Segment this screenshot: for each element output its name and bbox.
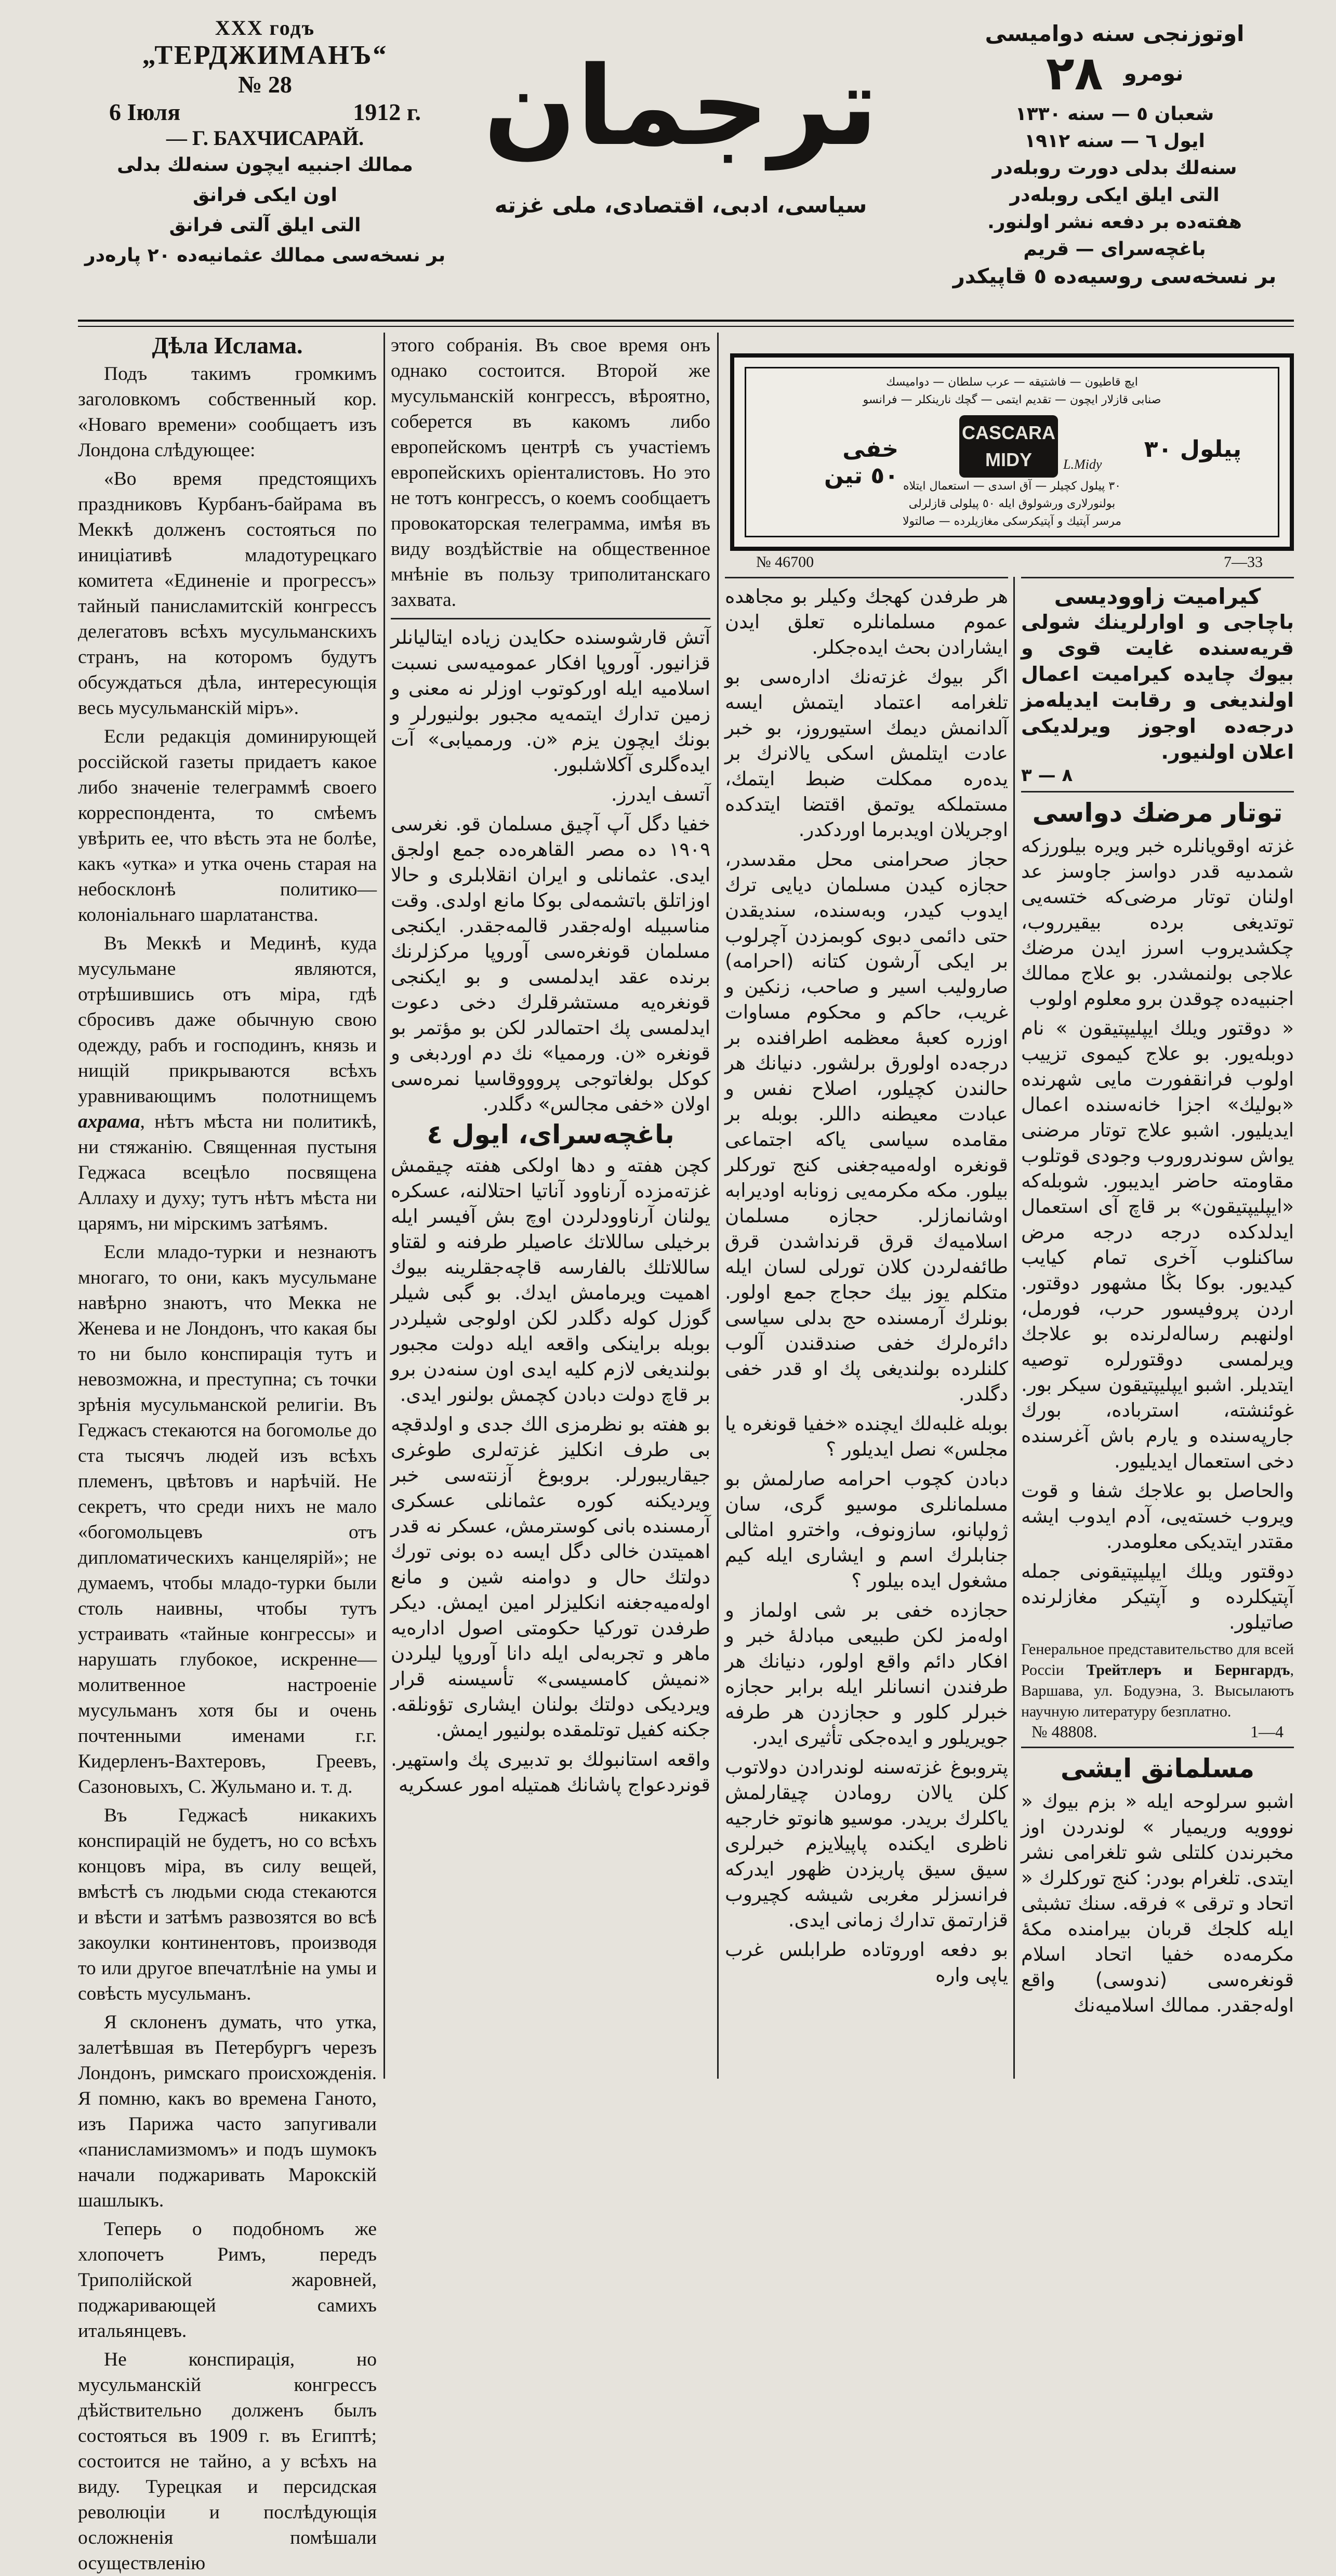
article-heading: Дѣла Ислама. bbox=[152, 332, 303, 359]
price-line-3: التى ايلق آلتى فرانق bbox=[169, 215, 361, 236]
column-4 bbox=[1021, 577, 1294, 2079]
paragraph: غزته اوقويانلره خبر ويره بيلورزكه شمدىيه قدر دواسز جاوسز عد اولنان توتار مرضى‌كه ختسه‌يى توتديغى برده بيقيرروب، چكشديروب اسرز ايدن مرضك علاجى بولنمشدر. بو علاج ممالك اجنبيه‌ده چوقدن برو معلوم اولوب bbox=[1021, 835, 1294, 1010]
tile-factory-text: باچاجى و اوارلرينك شولى قريه‌سنده غايت قوى و بيوك چايده كيراميت اعمال اولنديغى و رقابت ايديله‌مز درجه‌ده اوجوز ويرلديكى اعلان اولنيور. bbox=[1021, 611, 1294, 763]
header-rule bbox=[78, 320, 1294, 327]
paragraph: آتش قارشوسنده حكايدن زياده ايتاليانلر قزانيور. آوروپا افكار عموميه‌سى نسبت اسلاميه ايله اوركوتوب اوزلر نه معنى و زمين تدارك ايتمه‌يه مجبور بولنيورلر و بونك ايچون يزم «ن. ورمميابى» آت ايده‌گلرى آكلاشلبور. bbox=[391, 626, 710, 776]
ad-price-text: خفى bbox=[842, 436, 899, 463]
header-right-line-8: باغچه‌سراى — قريم bbox=[1023, 239, 1206, 260]
header-right-line-6: التى ايلق ايكى روبله‌در bbox=[1010, 184, 1220, 206]
ad-inner-frame bbox=[745, 367, 1279, 537]
islam-article bbox=[1021, 1789, 1294, 2018]
divider bbox=[391, 618, 710, 619]
paragraph: Подъ такимъ громкимъ заголовкомъ собственный кор. «Новаго времени» сообщаетъ изъ Лондона слѣдующее: bbox=[78, 363, 377, 461]
paragraph: بو هفته بو نظرمزى الك جدى و اولدقچه بى طرف انكليز غزته‌لرى طوغرى جيقاريبورلر. بروبوغ آزنته‌سى خبر ويرديكنه كوره عثمانلى عسكرى آرمسنده بانى كوسترمش، عسكر نه قدر اهميتدن خالى دگل ايسه ده بونى تورك دولتك حال و دوامنه شين و مانع اوله‌ميه‌جغنه انكليزلر امين ايمش. ديكر طرفدن توركيا حكومتى اصول اداره‌يه ماهر و تجربه‌لى ايله دانا آوروپا ليلردن «نميش كامسيسى» تأسيسنه قرار ويرديكى دولتك بولنان ايشارى تؤونلقه. جكنه كفيل توتلمقده بولنيور ايمش. bbox=[391, 1413, 710, 1741]
header-right-number bbox=[935, 46, 1294, 101]
divider bbox=[1021, 1747, 1294, 1748]
column-2-arabic bbox=[391, 625, 710, 1798]
city: — Г. БАХЧИСАРАЙ. bbox=[166, 126, 364, 150]
paragraph: پتروبوغ غزته‌سنه لوندرادن دولاتوب كلن يالان رومادن چيقارلمش ياكلرك بريدر. موسيو هانوتو خارجيه ناظرى ايكنده پاپيلايزم خبرلرى سيق سيق پاريزدن ظهور ايدركه فرانسزلر مغربى شيشه كچيروب قزارتمق تدارك زمانى ايدى. bbox=[725, 1756, 1008, 1931]
paragraph: خفيا دگل آپ آچيق مسلمان قو. نغرسى ۱۹۰۹ ده مصر القاهره‌ده جمع اولجق ايدى. عثمانلى و ايران انقلابلرى و حالا اوزاتلق باتشمه‌لى بوكا مانع اولدى. وقت مناسبيله اوله‌جقدر قالمه‌جقدر. ايكنجى مسلمان قونغره‌سى آوروپا مركزلرنك برنده عقد ايدلمسى و بو ايكنجى قونغره‌يه مستشرقلرك دخى دعوت ايدلمسى پك احتمالدر لكن بو مؤتمر بو قونغره «ن. ورمميا» نك دم اوردبغى و كوكل بولغاتوجى پروووقاسيا نمره‌سى اولان «خفى مجالس» دگلدر. bbox=[391, 813, 710, 1115]
paragraph: حجاز صحرامنى محل مقدسدر، حجازه كيدن مسلمان ديايى ترك ايدوب كيدر، وبه‌سنده، سنديقدن حتى دائمى دبوى كوبمزدن آچرلوب بر ايكى آرشون كتانه (احرامه) صاروليب اسير و صاحب، زنكين و غريب، حاكم و محكوم مساوات اوزره كعبهٔ معظمه اطرافنده بر درجه‌ده اولورق برلشور. دنيانك هر حالندن كچيلور، اصلاح نفس و عبادت معيطنه داللر. بوبله بر مقامده سياسى ياكه اجتماعى قونغره اوله‌ميه‌جغنى كنج توركلر بيلور. مكه مكرمه‌يى زونابه اوديرابه اوشانمازلر. حجازه مسلمان اسلاميه‌ك قرق قرنداشدن قرق طائفه‌لردن كلان تورلى لسان ايله متكلم يوز بيك حجاج جمع اولور. بونلرك آرمسنده حج بدلى سياسى دائره‌لرك خفى صندقندن آلوب كلنلرده بولنديغى پك او قدر خفى دگلدر. bbox=[725, 848, 1008, 1405]
ad-price-right: پيلول ۳۰ bbox=[1144, 436, 1241, 463]
emphasis: ахрама bbox=[78, 1111, 140, 1132]
masthead bbox=[483, 21, 878, 265]
logo-signature: L.Midy bbox=[1063, 457, 1102, 472]
header-right-line-3: شعبان ٥ — سنه ۱۳۳۰ bbox=[1015, 103, 1214, 125]
paragraph: «Во время предстоящихъ праздниковъ Курбанъ-байрама въ Меккѣ долженъ состояться по иниціативѣ младотурецкаго комитета «Единеніе и прогрессъ» тайный панисламитскій конгрессъ делегатовъ всѣхъ мусульманскихъ странъ, на которомъ будутъ обсуждаться дѣла, интересующія весь мусульманскій міръ». bbox=[78, 468, 377, 719]
islam-article-heading: مسلمانق ايشى bbox=[1060, 1753, 1255, 1784]
advertisement-cascara bbox=[730, 353, 1294, 551]
notice-text: Генеральное представительство для всей Россіи bbox=[1021, 1641, 1294, 1679]
date-day: 6 Іюля bbox=[109, 99, 181, 125]
ad-number: № 46700 bbox=[756, 553, 814, 571]
paragraph: بو دفعه اوروتاده طرابلس غرب ياپى واره bbox=[725, 1938, 1008, 1986]
price-line-2: اون ايكى فرانق bbox=[193, 184, 337, 206]
price-line-4: بر نسخه‌سى ممالك عثمانيه‌ده ۲۰ پاره‌در bbox=[84, 245, 446, 266]
paragraph: واقعه استانبولك بو تدبيرى پك واستهير. قونردعواج پاشانك همتيله امور عسكريه bbox=[391, 1748, 710, 1796]
paragraph: « دوقتور ويلك ايپليپتيقون » نام دوبله‌يور. بو علاج كيموى تزييب اولوب فرانقفورت مايى شهرنده «بوليك» اجزا خانه‌سنده اعمال ايديليور. اشبو علاج توتار مرضنى يواش سوندروروب وجودى قوتلوب مقاومته حاضر ايديبور. شوبله‌كه «ايپليپتيقون» بر قاچ آى استعمال ايدلدكده درجه درجه مرض ساكنلوب آخرى تمام كيايب كيديور. بوكا بڭا مشهور دوقتور. اردن پروفيسور حرب، فورمل، اولنهبم رساله‌لرنده بو علاجك ويرلمسى دوقتورلره توصيه ايتديلر. اشبو ايپليپتيقون سيكر بور. غوئنشته، استرباده، بورك جارپه‌سنده و يارم باش آغرسنده دخى استعمال ايديليور. bbox=[1021, 1017, 1294, 1472]
logo-line-1: CASCARA bbox=[962, 422, 1055, 443]
divider bbox=[725, 577, 1008, 578]
epilepsy-article-heading: توتار مرضك دواسى bbox=[1032, 798, 1283, 828]
paragraph: Если младо-турки и незнаютъ многаго, то они, какъ мусульмане навѣрно знаютъ, что Мекка не Женева и не Лондонъ, что какая бы то ни было конспирація тутъ и невозможна, и преступна; съ точки зрѣнія мусульманской религіи. Въ Геджасъ стекаются на богомолье до ста тысячъ людей изъ всѣхъ племенъ, цвѣтовъ и нарѣчій. Не секретъ, что среди нихъ не мало «богомольцевъ отъ дипломатическихъ канцелярій»; не думаемъ, чтобы младо-турки были столь наивны, чтобы тутъ устраивать «тайные конгрессы» и нарушать глубокое, искренне—молитвенное настроеніе мусульманъ хотя бы и очень почтенными именами г.г. Кидерленъ-Вахтеровъ, Греевъ, Сазоновыхъ, С. Жульмано и. т. д. bbox=[78, 1241, 377, 1798]
column-2-russian bbox=[391, 333, 710, 613]
header-left bbox=[78, 16, 452, 271]
date-heading: باغچه‌سراى، ايول ٤ bbox=[427, 1119, 674, 1150]
ad-tiny-line: ايچ قاطيون — فاشتيقه — عرب سلطان — دوامیسك bbox=[886, 376, 1138, 389]
text-span: Въ Меккѣ и Мединѣ, куда мусульмане являются, отрѣшившись отъ міра, гдѣ сбросивъ даже обычную свою одежду, рабъ и господинъ, князь и нищій прикрываются всѣхъ уравнивающимъ полотнищемъ bbox=[78, 933, 377, 1107]
ad-ref: 7—33 bbox=[1224, 553, 1263, 571]
paragraph bbox=[78, 931, 377, 1236]
divider bbox=[1021, 577, 1294, 578]
column-rule bbox=[717, 333, 719, 2079]
ad-foot-line: مرسر آپتيك و آپتيكرسكى مغازيلرده — صالتولا bbox=[902, 515, 1122, 528]
ad-price-text: ٥٠ تين bbox=[824, 463, 899, 489]
column-rule bbox=[1013, 577, 1015, 2079]
date-line bbox=[78, 98, 452, 126]
tile-factory-ref: ۸ — ۳ bbox=[1021, 765, 1073, 786]
notice-names: Трейтлеръ и Бернгардъ bbox=[1086, 1661, 1290, 1679]
column-3 bbox=[725, 577, 1008, 2079]
column-2 bbox=[391, 333, 710, 2079]
ad-tiny-line: صنابى قازلار ايچون — تقديم ايتمى — گچك نارينكلر — فرانسو bbox=[863, 393, 1161, 406]
notice-ref: 1—4 bbox=[1250, 1722, 1284, 1741]
paragraph: Не конспирація, но мусульманскій конгрессъ дѣйствительно долженъ былъ состояться въ 1909 г. въ Египтѣ; состоится не тайно, а у всѣхъ на виду. Турецкая и персидская революціи и послѣдующія осложненія помѣшали осуществленію bbox=[78, 2349, 377, 2574]
paragraph: دوقتور ويلك ايپليپتيقونى جمله آپتيكلرده و آپتيكر مغازلرنده صاتيلور. bbox=[1021, 1560, 1294, 1633]
notice-tail: , Варшава, ул. Бодуэна, 3. Высылаютъ научную литературу безплатно. bbox=[1021, 1661, 1294, 1720]
header-right bbox=[935, 21, 1294, 290]
paragraph: والحاصل بو علاجك شفا و قوت ويروب خسته‌يى، آدم ايدوب ايشه مقتدر ايتديكى معلومدر. bbox=[1021, 1479, 1294, 1553]
paper-name: „ТЕРДЖИМАНЪ“ bbox=[142, 41, 388, 70]
logo-line-2: MIDY bbox=[985, 449, 1032, 470]
paragraph: بوبله غلبه‌لك ايچنده «خفيا قونغره يا مجلس» نصل ايديلور ؟ bbox=[725, 1412, 1008, 1460]
paragraph: هر طرفدن كهجك وكيلر بو مجاهده عموم مسلمانلره تعلق ايدن ايشارادن بحث ايده‌جكلر. bbox=[725, 585, 1008, 658]
representation-notice bbox=[1021, 1639, 1294, 1722]
masthead-title: ترجمان bbox=[483, 43, 878, 170]
paragraph: حجازده خفى بر شى اولماز و اوله‌مز لكن طبيعى مبادلهٔ خبر و افكار دائم واقع اولور، دنيانك هر طرفندن انسانلر ايله برابر حجازه خبرلر كلور و حجازدن هر طرفه جويريلور و ايده‌جكى تأثيرى ايدر. bbox=[725, 1599, 1008, 1749]
notice-number: № 48808. bbox=[1031, 1722, 1097, 1741]
column-1 bbox=[78, 332, 377, 2574]
paragraph: этого собранія. Въ свое время онъ однако состоится. Второй же мусульманскій конгрессъ, вѣроятно, соберется въ какомъ либо европейскомъ центрѣ съ участіемъ европейскихъ оріенталистовъ. Но это не тотъ конгрессъ, о коемъ сообщаетъ провокаторская телеграмма, имѣя въ виду воздѣйствіе на общественное мнѣніе въ пользу триполитанскаго захвата. bbox=[391, 335, 710, 611]
tile-factory-heading: كيراميت زاووديسى bbox=[1054, 584, 1261, 609]
ad-foot-line: ۳۰ پيلول كچيلر — آق اسدى — استعمال ايتلاه bbox=[903, 480, 1121, 493]
header-right-line-7: هفته‌ده بر دفعه نشر اولنور. bbox=[987, 212, 1242, 233]
header-right-line-5: سنه‌لك بدلى دورت روبله‌در bbox=[992, 157, 1237, 179]
cascara-logo bbox=[959, 415, 1058, 478]
masthead-subtitle: سياسى، ادبى، اقتصادى، ملى غزته bbox=[494, 192, 867, 218]
ad-tiny-text bbox=[762, 374, 1262, 409]
paragraph: Если редакція доминирующей россійской газеты придаетъ какое либо значеніе телеграммѣ своего корреспондента, то смѣемъ увѣрить ее, что вѣсть эта не болѣе, какъ «утка» и утка очень старая на небосклонѣ политико—колоніальнаго шарлатанства. bbox=[78, 726, 377, 926]
divider bbox=[1021, 791, 1294, 792]
paragraph: آتسف ايدرز. bbox=[611, 783, 710, 805]
paragraph: كچن هفته و دها اولكى هفته چيقمش غزته‌مزده آرناوود آناتيا احتلالنه، عسكره يولنان آرناوودلردن اوچ بش آفيسر ايله برخيلى ساللاتك عاصيلر طرفنه و لقتاو ساللاتلك بالفارسه قاچه‌جقلرينه بيوك اهميت ويرمامش ايدك. بو گبى شيلر گوزل كوله دگلدر لكن اولوجى شيلردر بوبله براينكى واقعه ايله دولت مجبور بولنديغى لازم كليه ايدى اون سنه‌دن برو بر قاچ دولت دبادن كچمش بولنور ايدى. bbox=[391, 1154, 710, 1406]
paragraph: Теперь о подобномъ же хлопочетъ Римъ, передъ Триполійской жаровней, поджаривающей самихъ итальянцевъ. bbox=[78, 2218, 377, 2342]
ad-foot-text bbox=[762, 478, 1262, 531]
notice-number-row bbox=[1021, 1722, 1294, 1741]
column-rule bbox=[383, 333, 385, 2079]
paragraph: Я склоненъ думать, что утка, залетѣвшая въ Петербургъ черезъ Лондонъ, римскаго происхожденія. Я помню, какъ во времена Ганото, изъ Парижа часто запугивали «панисламизмомъ» и подъ шумокъ начали поджаривать Марокскій шашлыкъ. bbox=[78, 2012, 377, 2211]
year-line: XXX годъ bbox=[215, 16, 315, 39]
paragraph: Въ Геджасѣ никакихъ конспирацій не будетъ, но со всѣхъ концовъ міра, въ силу вещей, вмѣстѣ съ людьми сюда стекаются и вѣсти и затѣмъ развозятся во всѣ закоулки континентовъ, производя то или другое впечатлѣніе на умы и совѣсть мусульманъ. bbox=[78, 1805, 377, 2004]
date-year: 1912 г. bbox=[353, 99, 421, 125]
paragraph: اشبو سرلوحه ايله « بزم بيوك « نووويه وريميار » لوندردن اوز مخبرندن كلتلى شو تلغرامى نشر ايتدى. تلغرام بودر: كنج توركلرك « اتحاد و ترقى » فرقه. سنك تشبثى ايله كلجك قربان بيرامنده مكهٔ مكرمه‌ده خفيا اتحاد اسلام قونغره‌سى (ندوسى) واقع اوله‌جقدر. ممالك اسلاميه‌نك bbox=[1021, 1790, 1294, 2016]
paragraph: دبادن كچوب احرامه صارلمش بو مسلمانلرى موسيو گرى، سان ژولپانو، سازونوف، واخترو امثالى جنابلرك اسم و ايشارى ايله كيم مشغول ايده بيلور ؟ bbox=[725, 1468, 1008, 1592]
ad-foot-line: بولنورلارى ورشولوق ايله ٥٠ پيلولى قازلرلى bbox=[908, 497, 1116, 510]
epilepsy-article bbox=[1021, 833, 1294, 1635]
number-value: ۲۸ bbox=[1046, 46, 1103, 101]
issue-number: № 28 bbox=[238, 71, 292, 98]
header-right-line-9: بر نسخه‌سى روسيه‌ده ٥ قاپيكدر bbox=[953, 265, 1277, 288]
header-right-line-1: اوتوزنجى سنه دواميسى bbox=[985, 21, 1245, 46]
text-span: , нѣтъ мѣста ни политикѣ, ни стяжанію. Священная пустыня Геджаса всецѣло посвящена Аллаху и духу; тутъ нѣтъ мѣста ни царямъ, ни мірскимъ затѣямъ. bbox=[78, 1111, 377, 1234]
price-line-1: ممالك اجنبيه ايچون سنه‌لك بدلى bbox=[117, 154, 413, 176]
number-label: نومرو bbox=[1123, 61, 1184, 86]
header-right-line-4: ايول ٦ — سنه ۱۹۱۲ bbox=[1024, 130, 1205, 152]
ad-number-row bbox=[730, 553, 1294, 571]
paragraph: اگر بيوك غزته‌نك اداره‌سى بو تلغرامه اعتماد ايتمش ايسه آلدانمش ديمك استيوروز، بو خبر عادت ايتلمش اسكى يالانرك بر يده‌ره ممكلت ضبط ايتمك، مستملكه يوتمق اقتضا ايتدكده اوجريلان اويدبرما اوردكدر. bbox=[725, 666, 1008, 841]
